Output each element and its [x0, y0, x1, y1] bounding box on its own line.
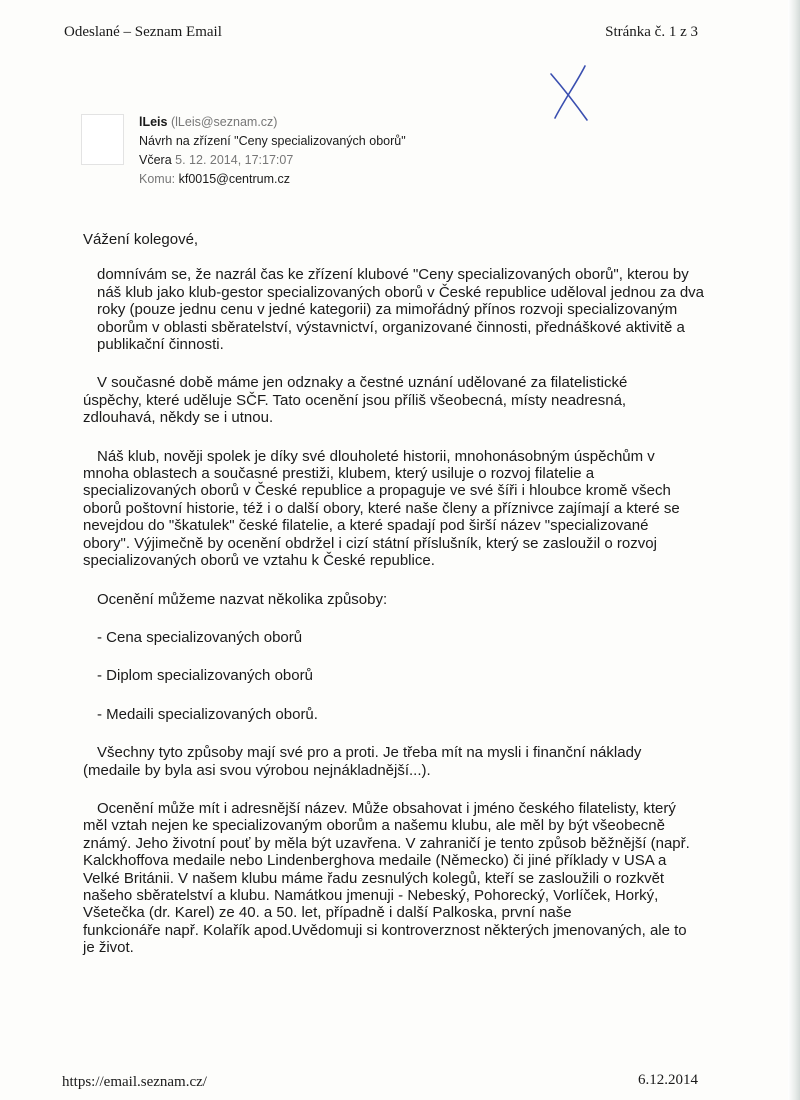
line: zdlouhavá, někdy se i utnou. [83, 409, 274, 427]
line: Kalckhoffova medaile nebo Lindenberghova medaile (Německo) či jiné příklady v USA a [83, 852, 667, 870]
print-footer-date: 6.12.2014 [638, 1072, 698, 1088]
line: publikační činnosti. [97, 336, 224, 354]
line: V současné době máme jen odznaky a čestné uznání udělované za filatelistické [97, 374, 628, 392]
handwritten-x-mark [545, 62, 595, 124]
line: Všetečka (dr. Karel) ze 40. a 50. let, případně i další Palkoska, první naše [83, 904, 572, 922]
email-date-row [139, 151, 406, 170]
print-footer-url[interactable]: https://email.seznam.cz/ [62, 1074, 207, 1090]
print-header-page-number: Stránka č. 1 z 3 [605, 24, 698, 40]
paragraph-1 [83, 266, 723, 353]
line: obory". Výjimečně by ocenění obdržel i cizí státní příslušník, který se zasloužil o rozvoj [83, 534, 657, 552]
line: je život. [83, 939, 134, 957]
line: mnoha oblastech a současné prestiži, klubem, který usiluje o rozvoj filatelie a [83, 465, 595, 483]
line: nevejdou do "škatulek" české filatelie, a které spadají pod širší název "specializované [83, 517, 649, 535]
option-cena: - Cena specializovaných oborů [97, 628, 303, 646]
sender-row [139, 113, 406, 132]
line: roky (pouze jednu cenu v jedné kategorii) za mimořádný přínos rozvoji specializovaným [97, 301, 678, 319]
line: náš klub jako klub-gestor specializovaných oborů v České republice uděloval jednou za dva [97, 283, 705, 301]
line: známý. Jeho životní pouť by měla být uzavřena. V zahraničí je tento způsob běžnější (např. [83, 834, 690, 852]
line: specializovaných oborů v České republice a propaguje ve své šíři i hloubce kromě všech [83, 482, 671, 500]
line: Náš klub, nověji spolek je díky své dlouholeté historii, mnohonásobným úspěchům v [97, 447, 655, 465]
line: úspěchy, které uděluje SČF. Tato ocenění jsou příliš všeobecná, místy neadresná, [83, 391, 627, 409]
recipient-label: Komu: [139, 172, 176, 186]
paragraph-5 [83, 744, 723, 779]
line: funkcionáře např. Kolařík apod.Uvědomuji si kontroverznost některých jmenovaných, ale to [83, 921, 687, 939]
line: specializovaných oborů ve vztahu k České republice. [83, 552, 435, 570]
paragraph-3 [83, 448, 723, 570]
line: domnívám se, že nazrál čas ke zřízení klubové "Ceny specializovaných oborů", kterou by [97, 266, 689, 284]
email-body [83, 231, 723, 957]
line: (medaile by byla asi svou výrobou nejnákladnější...). [83, 761, 431, 779]
line: Velké Británii. V našem klubu máme řadu zesnulých kolegů, kteří se zasloužili o rozkvět [83, 869, 665, 887]
line: měl vztah nejen ke specializovaným oborům a našemu klubu, ale měl by být všeobecně [83, 817, 665, 835]
paragraph-4: Ocenění můžeme nazvat několika způsoby: [97, 590, 388, 608]
print-header-title: Odeslané – Seznam Email [64, 24, 222, 40]
email-header [139, 113, 406, 189]
line: oborů poštovní historie, též i o další obory, které naše členy a příznivce zajímají a které se [83, 499, 680, 517]
email-date-value: 5. 12. 2014, 17:17:07 [175, 153, 294, 167]
recipient-row [139, 170, 406, 189]
paragraph-2 [83, 374, 723, 426]
sender-name: lLeis [139, 115, 168, 129]
option-diplom: - Diplom specializovaných oborů [97, 667, 313, 685]
sender-avatar [81, 114, 124, 165]
sender-address: (lLeis@seznam.cz) [170, 115, 278, 129]
line: Ocenění může mít i adresnější název. Může obsahovat i jméno českého filatelisty, který [97, 799, 676, 817]
line: Všechny tyto způsoby mají své pro a proti. Je třeba mít na mysli i finanční náklady [97, 744, 642, 762]
line: oborům v oblasti sběratelství, výstavnictví, organizované činnosti, přednáškové aktivitě a [97, 318, 685, 336]
email-date-label: Včera [139, 153, 172, 167]
recipient-address: kf0015@centrum.cz [178, 172, 290, 186]
option-medaile: - Medaili specializovaných oborů. [97, 705, 318, 723]
greeting: Vážení kolegové, [83, 231, 199, 248]
paragraph-6 [83, 800, 723, 957]
email-subject: Návrh na zřízení "Ceny specializovaných oborů" [139, 134, 406, 148]
line: našeho sběratelství a klubu. Namátkou jmenuji - Nebeský, Pohorecký, Vorlíček, Horký, [83, 886, 659, 904]
scan-page-edge [788, 0, 800, 1100]
